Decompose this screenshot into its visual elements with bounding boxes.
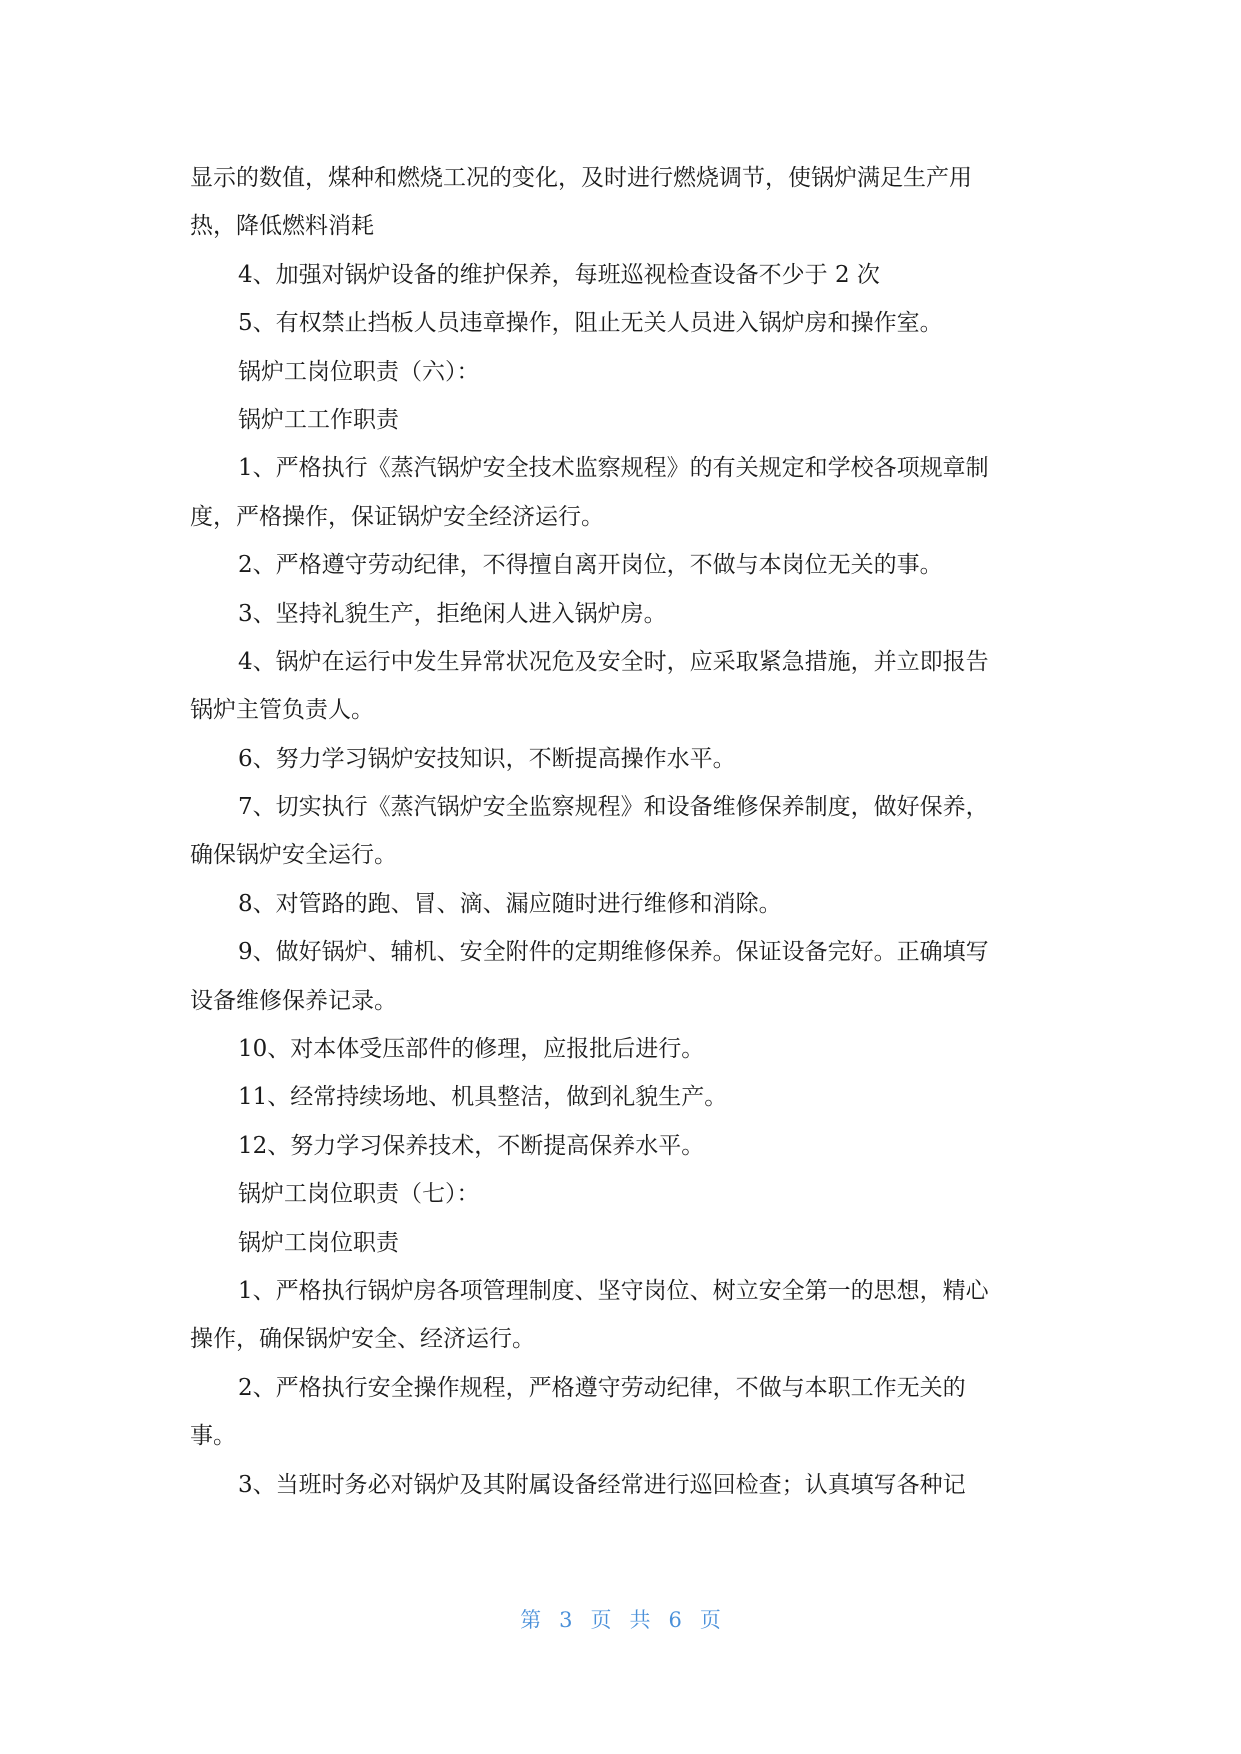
document-body (190, 154, 1056, 1509)
text-line: 2、严格执行安全操作规程，严格遵守劳动纪律，不做与本职工作无关的 (238, 1374, 966, 1401)
footer-page-word: 页 (590, 1608, 612, 1632)
total-page-number: 6 (668, 1608, 682, 1632)
text-line: 4、加强对锅炉设备的维护保养，每班巡视检查设备不少于 2 次 (238, 261, 880, 288)
text-line: 显示的数值，煤种和燃烧工况的变化，及时进行燃烧调节，使锅炉满足生产用 (190, 165, 972, 191)
text-line: 5、有权禁止挡板人员违章操作，阻止无关人员进入锅炉房和操作室。 (238, 310, 943, 337)
text-line: 2、严格遵守劳动纪律，不得擅自离开岗位，不做与本岗位无关的事。 (238, 552, 943, 579)
text-line: 9、做好锅炉、辅机、安全附件的定期维修保养。保证设备完好。正确填写 (238, 939, 989, 966)
text-line: 热，降低燃料消耗 (190, 213, 374, 240)
text-line: 10、对本体受压部件的修理，应报批后进行。 (238, 1036, 705, 1063)
text-line: 锅炉主管负责人。 (190, 697, 374, 724)
text-line: 8、对管路的跑、冒、滴、漏应随时进行维修和消除。 (238, 890, 782, 917)
current-page-number: 3 (559, 1608, 573, 1632)
text-line: 1、严格执行《蒸汽锅炉安全技术监察规程》的有关规定和学校各项规章制 (238, 455, 989, 482)
text-line: 度，严格操作，保证锅炉安全经济运行。 (190, 503, 604, 530)
text-line: 锅炉工工作职责 (238, 406, 399, 433)
text-line: 3、坚持礼貌生产，拒绝闲人进入锅炉房。 (238, 600, 667, 627)
page-number-footer (0, 1604, 1241, 1634)
footer-total-word: 共 (629, 1608, 651, 1632)
footer-suffix: 页 (699, 1608, 721, 1632)
text-line: 7、切实执行《蒸汽锅炉安全监察规程》和设备维修保养制度，做好保养， (238, 794, 989, 821)
text-line: 锅炉工岗位职责 (238, 1229, 399, 1256)
footer-prefix: 第 (520, 1608, 542, 1632)
text-line: 1、严格执行锅炉房各项管理制度、坚守岗位、树立安全第一的思想，精心 (238, 1277, 989, 1304)
text-line: 锅炉工岗位职责（六）： (238, 358, 480, 385)
text-line: 6、努力学习锅炉安技知识，不断提高操作水平。 (238, 745, 736, 772)
text-line: 4、锅炉在运行中发生异常状况危及安全时，应采取紧急措施，并立即报告 (238, 648, 989, 675)
text-line: 3、当班时务必对锅炉及其附属设备经常进行巡回检查；认真填写各种记 (238, 1471, 966, 1498)
text-line: 锅炉工岗位职责（七）： (238, 1181, 480, 1208)
text-line: 操作，确保锅炉安全、经济运行。 (190, 1326, 535, 1353)
text-line: 11、经常持续场地、机具整洁，做到礼貌生产。 (238, 1084, 728, 1111)
text-line: 设备维修保养记录。 (190, 987, 397, 1014)
text-line: 确保锅炉安全运行。 (190, 842, 397, 869)
text-line: 12、努力学习保养技术，不断提高保养水平。 (238, 1132, 705, 1159)
text-line: 事。 (190, 1423, 236, 1450)
